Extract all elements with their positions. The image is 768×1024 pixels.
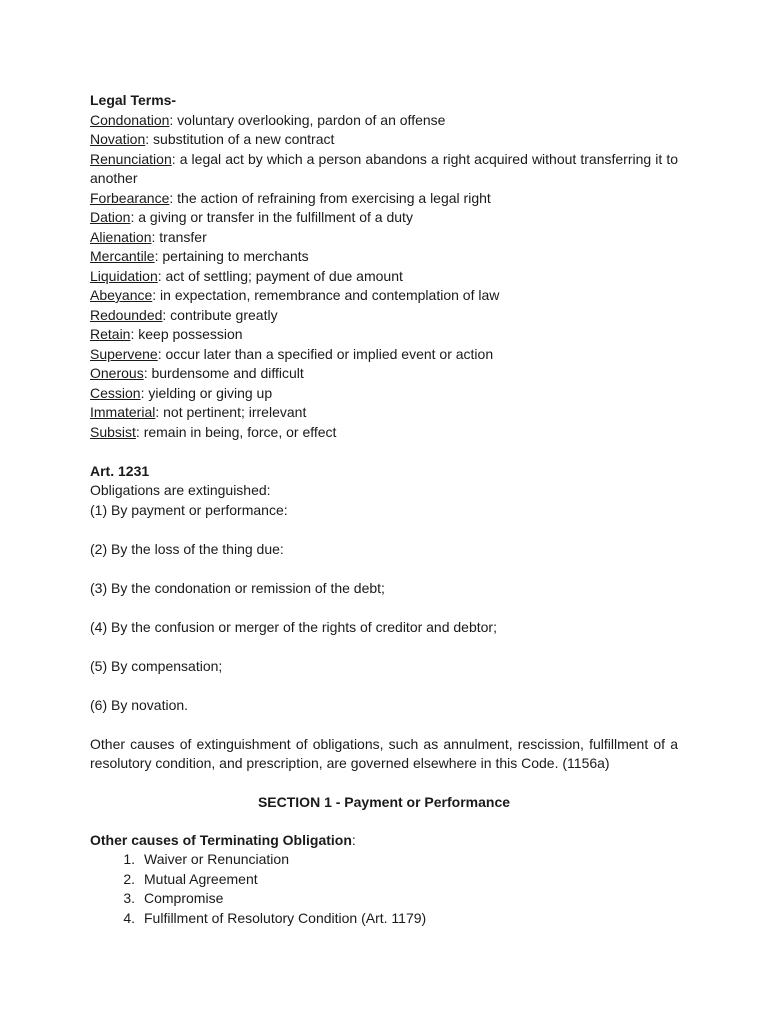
glossary-definition: : pertaining to merchants: [154, 248, 309, 264]
list-text: Fulfillment of Resolutory Condition (Art. 1179): [144, 909, 427, 926]
glossary-entry: [90, 325, 678, 345]
spacer: [90, 559, 678, 579]
glossary-term: Renunciation: [90, 150, 172, 167]
article-item: (3) By the condonation or remission of the debt;: [90, 579, 385, 596]
glossary-definition: : voluntary overlooking, pardon of an offense: [169, 111, 446, 128]
glossary-heading: Legal Terms-: [90, 92, 177, 108]
glossary-definition: : in expectation, remembrance and contemplation of law: [152, 287, 500, 303]
glossary-term: Supervene: [90, 345, 158, 362]
glossary-definition: : contribute greatly: [162, 306, 278, 323]
glossary-entry: [90, 384, 678, 404]
glossary-term: Novation: [90, 131, 146, 147]
list-item: [90, 850, 678, 870]
glossary-definition: : a giving or transfer in the fulfillment of a duty: [130, 209, 413, 225]
glossary-term: Abeyance: [90, 287, 153, 303]
list-text: Compromise: [144, 890, 224, 906]
other-causes-heading-line: [90, 831, 678, 851]
glossary-term: Alienation: [90, 228, 152, 245]
glossary-term: Dation: [90, 209, 131, 225]
glossary-entry: [90, 228, 678, 248]
list-number: 1.: [123, 851, 135, 867]
other-causes-heading: Other causes of Terminating Obligation: [90, 831, 352, 848]
article-item: (2) By the loss of the thing due:: [90, 540, 284, 557]
glossary-definition: : yielding or giving up: [140, 384, 273, 401]
article-item: (5) By compensation;: [90, 657, 223, 674]
glossary-definition: : substitution of a new contract: [145, 131, 335, 147]
glossary-term: Immaterial: [90, 404, 156, 420]
spacer: [90, 442, 678, 462]
glossary-definition: : keep possession: [130, 326, 243, 342]
list-item: [90, 889, 678, 909]
section-title: SECTION 1 - Payment or Performance: [257, 794, 511, 810]
glossary-definition: : act of settling; payment of due amount: [157, 267, 403, 284]
glossary-entry: [90, 130, 678, 150]
article-heading: Art. 1231: [90, 462, 150, 479]
article-intro: Obligations are extinguished:: [90, 482, 271, 498]
spacer: [90, 637, 678, 657]
spacer: [90, 813, 678, 831]
glossary-term: Liquidation: [90, 267, 158, 284]
glossary-entry: [90, 267, 678, 287]
glossary-definition: : transfer: [151, 228, 207, 245]
list-number: 2.: [123, 870, 135, 887]
glossary-entry: [90, 423, 678, 443]
article-item: (4) By the confusion or merger of the rights of creditor and debtor;: [90, 618, 497, 635]
glossary-term: Cession: [90, 384, 141, 401]
glossary-definition: : the action of refraining from exercising a legal right: [169, 189, 491, 206]
glossary-entry: [90, 403, 678, 423]
spacer: [90, 520, 678, 540]
glossary-entry: [90, 208, 678, 228]
glossary-definition: : occur later than a specified or implied event or action: [157, 345, 494, 362]
spacer: [90, 774, 678, 794]
glossary-entry: [90, 247, 678, 267]
spacer: [90, 598, 678, 618]
glossary-term: Forbearance: [90, 189, 170, 206]
glossary-entry: [90, 364, 678, 384]
glossary-term: Mercantile: [90, 248, 155, 264]
glossary-entry: [90, 150, 678, 189]
glossary-term: Retain: [90, 326, 131, 342]
glossary-term: Condonation: [90, 111, 170, 128]
list-text: Mutual Agreement: [144, 870, 258, 887]
article-closing-paragraph: Other causes of extinguishment of obligations, such as annulment, rescission, fulfillment of a resolutory condition, and prescription, are governed elsewhere in this Code. (1156a): [90, 735, 678, 771]
glossary-entry: [90, 111, 678, 131]
glossary-term: Onerous: [90, 365, 144, 381]
glossary-definition: : remain in being, force, or effect: [135, 423, 337, 440]
list-item: [90, 870, 678, 890]
glossary-definition: : not pertinent; irrelevant: [155, 404, 307, 420]
glossary-entry: [90, 306, 678, 326]
article-item: (1) By payment or performance:: [90, 501, 288, 518]
list-number: 3.: [123, 890, 135, 906]
glossary-entry: [90, 286, 678, 306]
glossary-term: Subsist: [90, 423, 136, 440]
glossary-term: Redounded: [90, 306, 163, 323]
glossary-entry: [90, 189, 678, 209]
list-item: [90, 909, 678, 929]
spacer: [90, 676, 678, 696]
list-number: 4.: [123, 909, 135, 926]
article-item: (6) By novation.: [90, 696, 189, 713]
list-text: Waiver or Renunciation: [144, 851, 289, 867]
glossary-entry: [90, 345, 678, 365]
other-causes-colon: :: [351, 831, 356, 848]
spacer: [90, 715, 678, 735]
document-page: [90, 91, 678, 928]
glossary-definition: : a legal act by which a person abandons a right acquired without transferring it to another: [90, 150, 678, 186]
glossary-definition: : burdensome and difficult: [143, 365, 304, 381]
